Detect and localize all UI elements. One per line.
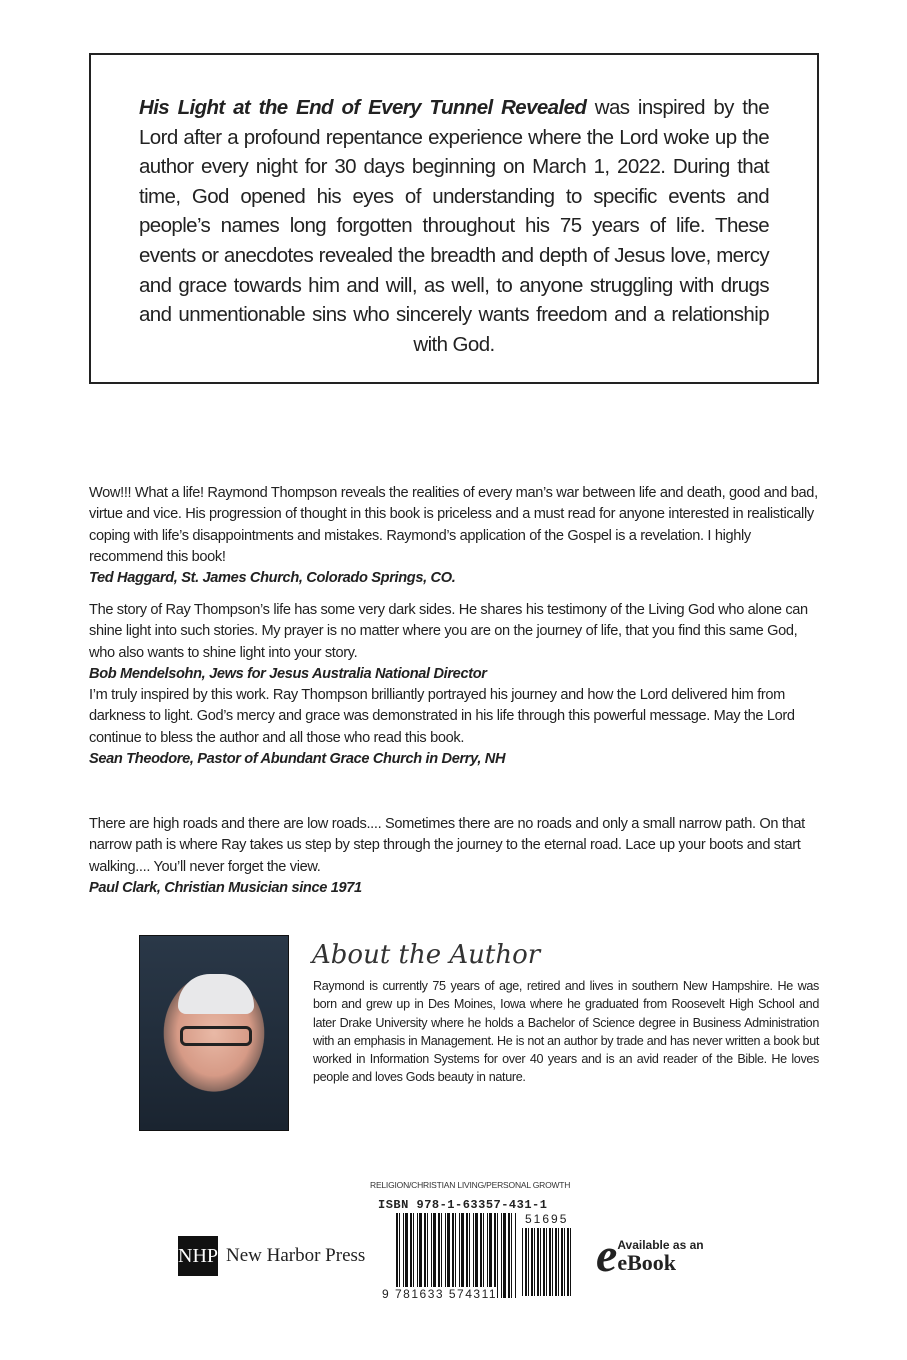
about-text: Raymond is currently 75 years of age, retired and lives in southern New Hampshire. He was born and grew up in Des Moines, Iowa where he graduated from Roosevelt High School and later Drake University where he holds a Bachelor of Science degree in Business Administration with an emphasis in Management. He is not an author by trade and has never written a book but worked in Information Systems for over 40 years and is an avid reader of the Bible. He loves people and loves Gods beauty in nature. <box>313 979 819 1085</box>
endorsement: Wow!!! What a life! Raymond Thompson reveals the realities of every man’s war between life and death, good and bad, virtue and vice. His progression of thought in this book is priceless and a must read for anyone interested in realistically coping with life’s disappointments and mistakes. Raymond’s application of the Gospel is a revelation. I highly recommend this book! Ted Haggard, St. James Church, Colorado Springs, CO. <box>89 483 824 589</box>
author-photo <box>139 935 289 1131</box>
barcode-bars <box>396 1213 516 1298</box>
ebook-badge: e Available as an eBook <box>596 1229 704 1282</box>
endorsement: There are high roads and there are low roads.... Sometimes there are no roads and only a small narrow path. On that narrow path is where Ray takes us step by step through the journey to the eternal road. Lace up your boots and start walking.... You’ll never forget the view. Paul Clark, Christian Musician since 1971 <box>89 814 824 899</box>
endorser: Paul Clark, Christian Musician since 1971 <box>89 879 362 896</box>
about-heading: About the Author <box>312 940 541 970</box>
category: RELIGION/CHRISTIAN LIVING/PERSONAL GROWTH <box>370 1180 571 1190</box>
publisher-logo <box>178 1236 365 1276</box>
blurb-box <box>89 53 819 384</box>
barcode-number: 9 781633 574311 <box>382 1287 498 1301</box>
addon-number: 51695 <box>525 1212 569 1226</box>
publisher-mark: NHP <box>178 1236 218 1276</box>
endorser: Bob Mendelsohn, Jews for Jesus Australia National Director <box>89 665 487 682</box>
isbn: ISBN 978-1-63357-431-1 <box>378 1198 548 1212</box>
publisher-name: New Harbor Press <box>226 1245 366 1266</box>
ebook-e-icon: e <box>596 1229 618 1282</box>
endorser: Ted Haggard, St. James Church, Colorado Springs, CO. <box>89 570 456 587</box>
blurb-text: His Light at the End of Every Tunnel Revealed was inspired by the Lord after a profound repentance experience where the Lord woke up the author every night for 30 days beginning on March 1, 2022. During that time, God opened his eyes of understanding to specific events and people’s names long forgotten throughout his 75 years of life. These events or anecdotes revealed the breadth and depth of Jesus love, mercy and grace towards him and will, as well, to anyone struggling with drugs and unmentionable sins who sincerely wants freedom and a relationship with God. <box>139 96 769 356</box>
book-title: His Light at the End of Every Tunnel Revealed <box>139 96 587 119</box>
endorsement: The story of Ray Thompson’s life has some very dark sides. He shares his testimony of the Living God who alone can shine light into such stories. My prayer is no matter where you are on the journey of life, that you find this same God, who also wants to shine light into your story. Bob Mendelsohn, Jews for Jesus Australia National Director <box>89 600 824 685</box>
addon-bars <box>522 1228 572 1296</box>
endorser: Sean Theodore, Pastor of Abundant Grace Church in Derry, NH <box>89 750 506 767</box>
endorsement: I’m truly inspired by this work. Ray Thompson brilliantly portrayed his journey and how the Lord delivered him from darkness to light. God’s mercy and grace was demonstrated in his life through this powerful message. May the Lord continue to bless the author and all those who read this book. Sean Theodore, Pastor of Abundant Grace Church in Derry, NH <box>89 685 824 770</box>
